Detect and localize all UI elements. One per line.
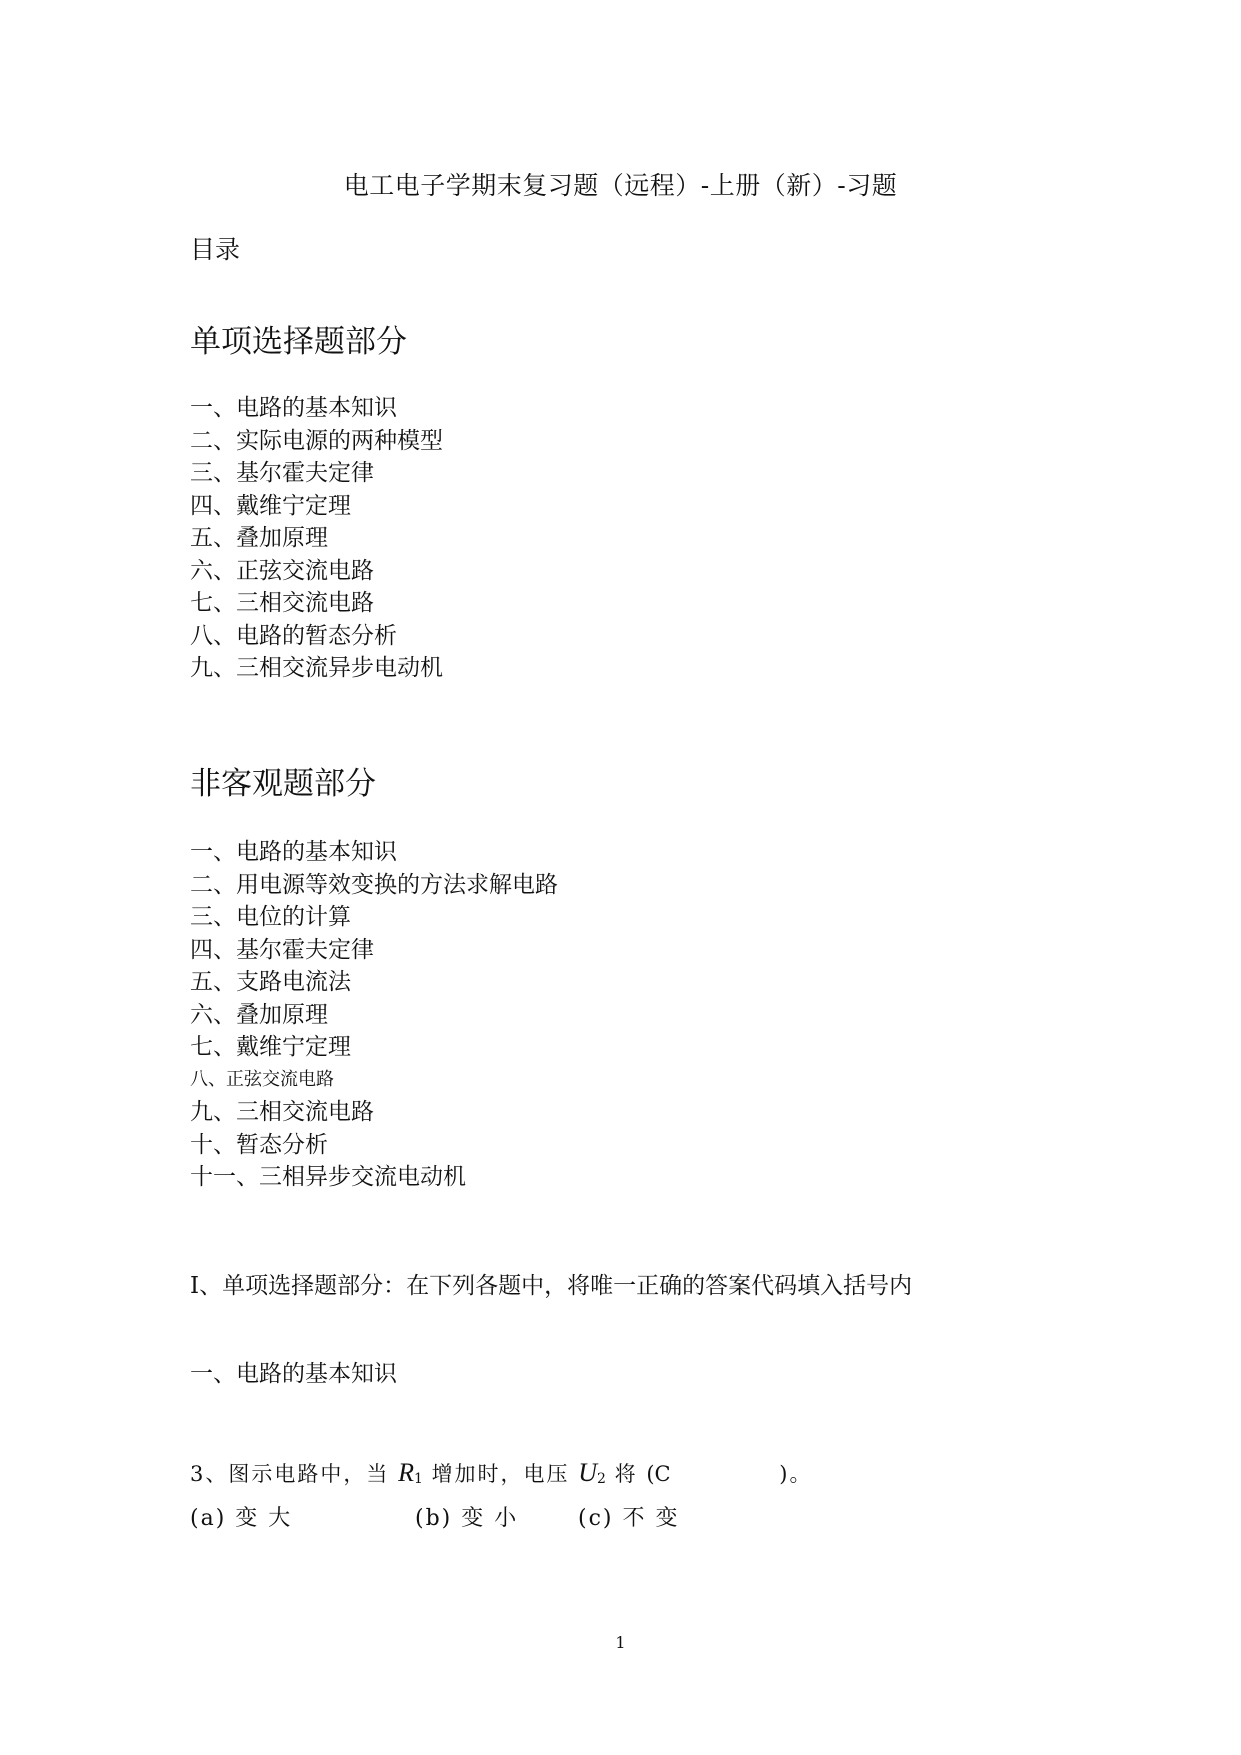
list-item: 十一、三相异步交流电动机 [190, 1164, 466, 1190]
toc-label: 目录 [190, 235, 241, 264]
list-item: 八、电路的暂态分析 [190, 622, 397, 649]
list-item: 六、叠加原理 [190, 1001, 328, 1028]
list-item: 一、电路的基本知识 [190, 839, 397, 865]
list-item: 七、戴维宁定理 [190, 1034, 351, 1060]
option-b: (b) 变 小 [415, 1506, 519, 1531]
list-item: 九、三相交流电路 [190, 1099, 374, 1125]
list-item: 五、叠加原理 [190, 525, 328, 551]
options-row [190, 1501, 890, 1531]
part2-list [190, 836, 558, 1194]
question-suffix: 将 [614, 1462, 638, 1486]
variable-r: R [398, 1458, 414, 1487]
question-mid: 增加时，电压 [431, 1462, 570, 1486]
list-item: 九、三相交流异步电动机 [190, 655, 443, 681]
list-item: 四、基尔霍夫定律 [190, 936, 374, 963]
option-a: (a) 变 大 [190, 1506, 293, 1531]
list-item: 八、正弦交流电路 [190, 1068, 334, 1090]
list-item: 五、支路电流法 [190, 969, 351, 995]
list-item: 二、用电源等效变换的方法求解电路 [190, 871, 558, 898]
list-item: 三、电位的计算 [190, 904, 351, 930]
variable-u: U [578, 1458, 598, 1487]
part1-list [190, 392, 443, 685]
section-intro: Ⅰ、单项选择题部分：在下列各题中，将唯一正确的答案代码填入括号内 [190, 1273, 913, 1299]
answer-value: (C [646, 1462, 671, 1486]
question-prefix: 3、图示电路中，当 [190, 1462, 390, 1486]
list-item: 二、实际电源的两种模型 [190, 427, 443, 454]
subscript-r: 1 [413, 1471, 423, 1487]
answer-close: )。 [779, 1462, 813, 1486]
list-item: 七、三相交流电路 [190, 590, 374, 616]
page-number: 1 [615, 1633, 626, 1652]
list-item: 三、基尔霍夫定律 [190, 460, 374, 486]
subscript-u: 2 [597, 1471, 606, 1487]
list-item: 六、正弦交流电路 [190, 557, 374, 584]
option-c: (c) 不 变 [578, 1506, 680, 1531]
list-item: 一、电路的基本知识 [190, 395, 397, 421]
question-line [190, 1458, 812, 1488]
document-title: 电工电子学期末复习题（远程）-上册（新）-习题 [343, 171, 898, 200]
part2-heading: 非客观题部分 [190, 766, 376, 802]
list-item: 十、暂态分析 [190, 1131, 328, 1158]
section-title: 一、电路的基本知识 [190, 1361, 397, 1387]
part1-heading: 单项选择题部分 [190, 324, 407, 360]
list-item: 四、戴维宁定理 [190, 492, 351, 519]
